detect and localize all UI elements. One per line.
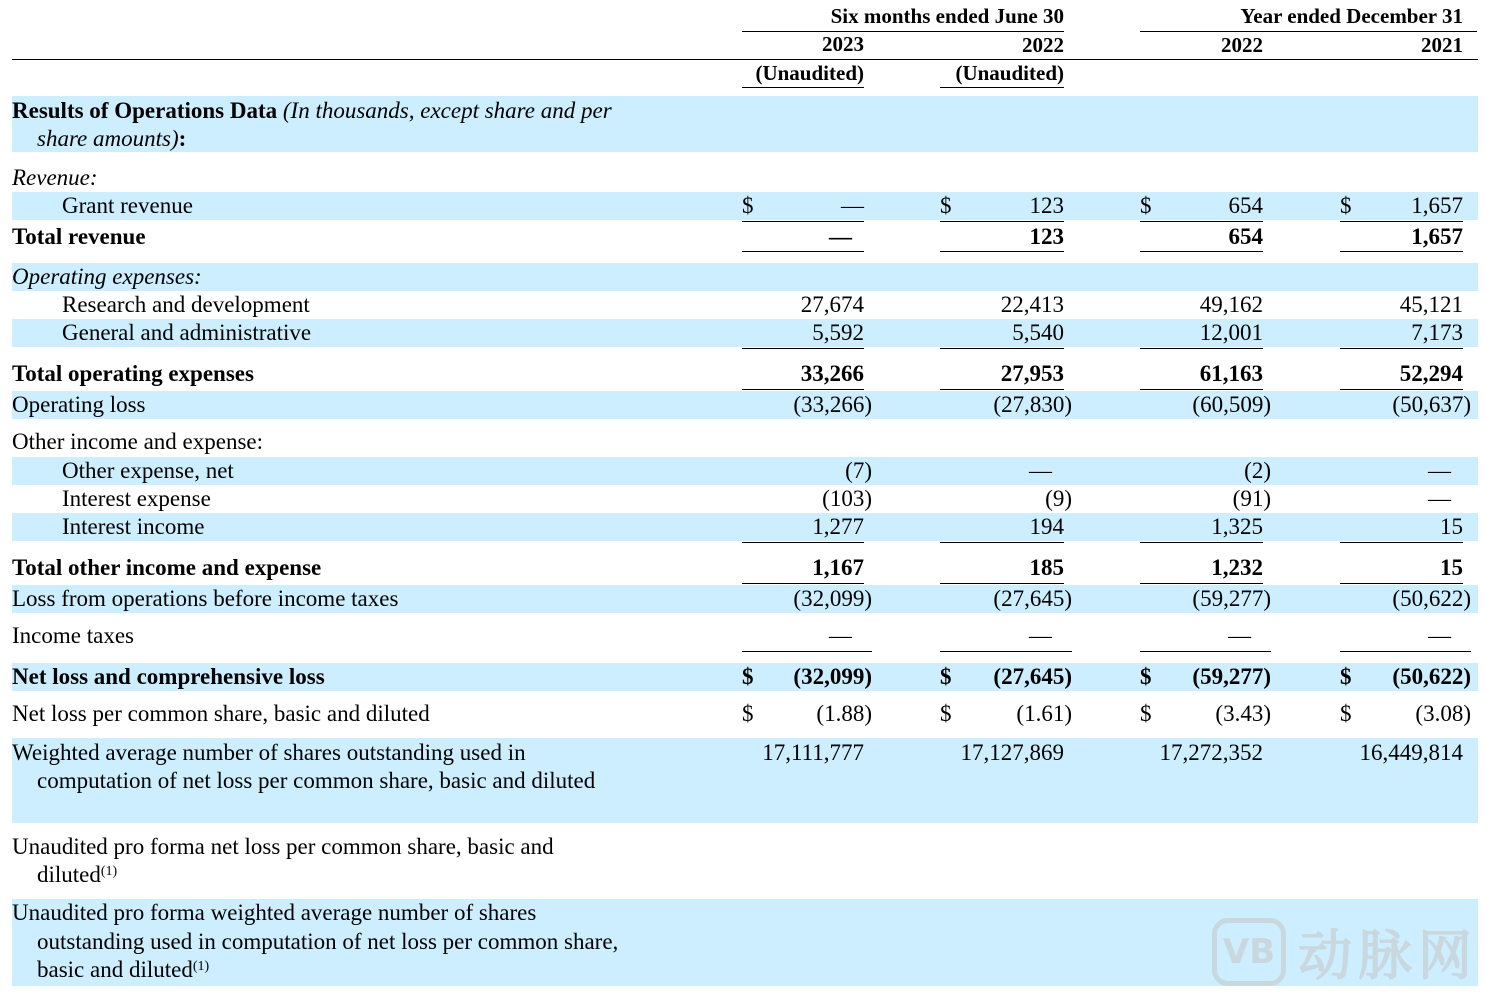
rule-above-total-opex-4 xyxy=(1340,348,1463,349)
loss-before-tax-value-1: (32,099) xyxy=(793,586,872,611)
label-pf-eps-line2-text: diluted xyxy=(37,862,101,887)
label-net-loss: Net loss and comprehensive loss xyxy=(12,664,325,689)
income-taxes-value-1: — xyxy=(829,623,852,648)
operating-loss-value-1: (33,266) xyxy=(793,392,872,417)
gna-value-4: 7,173 xyxy=(1411,320,1463,345)
rule-above-net-loss-1 xyxy=(742,651,872,652)
total-other-value-4: 15 xyxy=(1440,555,1463,580)
income-taxes-value-4: — xyxy=(1428,623,1451,648)
rule-below-total-other-2 xyxy=(940,583,1064,584)
rule-above-total-opex-1 xyxy=(742,348,864,349)
rule-below-total-revenue-3 xyxy=(1140,251,1263,252)
other-expense-value-1: (7) xyxy=(845,458,872,483)
rnd-value-1: 27,674 xyxy=(800,292,864,317)
footnote-ref-1: (1) xyxy=(100,864,118,879)
header-year-4: 2021 xyxy=(1421,33,1463,57)
gna-value-1: 5,592 xyxy=(812,320,864,345)
label-wavg-line2: computation of net loss per common share, basic and diluted xyxy=(37,768,596,793)
total-revenue-value-2: 123 xyxy=(1029,224,1064,249)
grant-revenue-currency-1: $ xyxy=(742,193,754,218)
label-total-revenue: Total revenue xyxy=(12,224,146,249)
header-unaudited-1-rule xyxy=(742,87,864,88)
total-opex-value-2: 27,953 xyxy=(1000,361,1064,386)
rule-below-total-other-4 xyxy=(1340,583,1463,584)
rule-above-total-revenue-4 xyxy=(1340,221,1463,222)
label-rnd: Research and development xyxy=(62,292,310,317)
grant-revenue-value-4: 1,657 xyxy=(1411,193,1463,218)
header-year-3: 2022 xyxy=(1221,33,1263,57)
watermark xyxy=(1212,913,1478,990)
other-expense-value-2: — xyxy=(1029,458,1052,483)
rnd-value-4: 45,121 xyxy=(1399,292,1463,317)
label-pf-wavg-line3 xyxy=(37,956,209,984)
rule-below-total-revenue-4 xyxy=(1340,251,1463,252)
interest-expense-value-1: (103) xyxy=(822,486,872,511)
interest-income-value-1: 1,277 xyxy=(812,514,864,539)
label-income-taxes: Income taxes xyxy=(12,623,134,648)
rule-above-total-revenue-1 xyxy=(742,221,864,222)
label-pf-wavg-line3-text: basic and diluted xyxy=(37,957,193,982)
rnd-value-3: 49,162 xyxy=(1199,292,1263,317)
section-title xyxy=(12,97,612,125)
label-interest-income: Interest income xyxy=(62,514,205,539)
section-title-italic-line2: share amounts) xyxy=(37,126,179,151)
other-expense-value-3: (2) xyxy=(1244,458,1271,483)
rule-below-total-opex-2 xyxy=(940,389,1064,390)
label-eps: Net loss per common share, basic and diluted xyxy=(12,701,430,726)
rule-above-net-loss-2 xyxy=(940,651,1072,652)
income-taxes-value-2: — xyxy=(1029,623,1052,648)
rule-above-total-opex-2 xyxy=(940,348,1064,349)
rule-below-total-revenue-1 xyxy=(742,251,864,252)
operating-loss-value-2: (27,830) xyxy=(993,392,1072,417)
rule-below-total-revenue-2 xyxy=(940,251,1064,252)
rule-above-net-loss-3 xyxy=(1140,651,1271,652)
section-title-colon: : xyxy=(178,126,187,151)
net-loss-currency-2: $ xyxy=(940,664,952,689)
total-other-value-2: 185 xyxy=(1029,555,1064,580)
operating-loss-value-4: (50,637) xyxy=(1392,392,1471,417)
rule-above-total-other-3 xyxy=(1140,542,1263,543)
gna-value-3: 12,001 xyxy=(1199,320,1263,345)
net-loss-currency-4: $ xyxy=(1340,664,1352,689)
watermark-logo-text: VB xyxy=(1222,931,1276,972)
rule-below-total-other-3 xyxy=(1140,583,1263,584)
eps-currency-3: $ xyxy=(1140,701,1152,726)
rule-below-total-opex-4 xyxy=(1340,389,1463,390)
watermark-logo-icon xyxy=(1212,918,1286,986)
rule-above-total-other-2 xyxy=(940,542,1064,543)
section-title-line2 xyxy=(37,125,186,153)
net-loss-value-4: (50,622) xyxy=(1392,664,1471,689)
label-gna: General and administrative xyxy=(62,320,312,345)
wavg-value-4: 16,449,814 xyxy=(1359,740,1463,765)
eps-currency-2: $ xyxy=(940,701,952,726)
interest-expense-value-4: — xyxy=(1428,486,1451,511)
interest-expense-value-2: (9) xyxy=(1045,486,1072,511)
label-pf-wavg-line1: Unaudited pro forma weighted average number of shares xyxy=(12,900,537,925)
band-operating-expenses xyxy=(12,263,1478,291)
label-revenue: Revenue: xyxy=(12,165,98,190)
eps-value-2: (1.61) xyxy=(1016,701,1072,726)
header-unaudited-2: (Unaudited) xyxy=(955,61,1064,85)
grant-revenue-value-3: 654 xyxy=(1228,193,1263,218)
label-operating-expenses: Operating expenses: xyxy=(12,264,202,289)
label-pf-wavg-line2: outstanding used in computation of net loss per common share, xyxy=(37,929,619,954)
rnd-value-2: 22,413 xyxy=(1000,292,1064,317)
header-year-2: 2022 xyxy=(1022,33,1064,57)
grant-revenue-currency-3: $ xyxy=(1140,193,1152,218)
rule-above-total-other-1 xyxy=(742,542,864,543)
gna-value-2: 5,540 xyxy=(1012,320,1064,345)
label-loss-before-tax: Loss from operations before income taxes xyxy=(12,586,399,611)
wavg-value-2: 17,127,869 xyxy=(960,740,1064,765)
label-pf-eps-line2 xyxy=(37,861,117,889)
watermark-text: 动脉网 xyxy=(1298,924,1478,987)
wavg-value-3: 17,272,352 xyxy=(1159,740,1263,765)
interest-income-value-2: 194 xyxy=(1029,514,1064,539)
label-pf-eps-line1: Unaudited pro forma net loss per common share, basic and xyxy=(12,834,554,859)
eps-value-4: (3.08) xyxy=(1415,701,1471,726)
net-loss-value-2: (27,645) xyxy=(993,664,1072,689)
interest-income-value-4: 15 xyxy=(1440,514,1463,539)
rule-above-net-loss-4 xyxy=(1340,651,1471,652)
header-unaudited-2-rule xyxy=(940,87,1064,88)
loss-before-tax-value-2: (27,645) xyxy=(993,586,1072,611)
loss-before-tax-value-3: (59,277) xyxy=(1192,586,1271,611)
rule-above-total-opex-3 xyxy=(1140,348,1263,349)
footnote-ref-2: (1) xyxy=(192,959,210,974)
eps-value-1: (1.88) xyxy=(816,701,872,726)
total-other-value-3: 1,232 xyxy=(1211,555,1263,580)
wavg-value-1: 17,111,777 xyxy=(762,740,864,765)
header-group-year: Year ended December 31 xyxy=(1240,4,1463,28)
section-title-italic-line1: (In thousands, except share and per xyxy=(282,98,612,123)
rule-above-total-other-4 xyxy=(1340,542,1463,543)
total-opex-value-4: 52,294 xyxy=(1399,361,1463,386)
grant-revenue-value-1: — xyxy=(841,193,864,218)
total-opex-value-3: 61,163 xyxy=(1199,361,1263,386)
rule-above-total-revenue-3 xyxy=(1140,221,1263,222)
total-other-value-1: 1,167 xyxy=(812,555,864,580)
label-grant-revenue: Grant revenue xyxy=(62,193,193,218)
rule-below-total-other-1 xyxy=(742,583,864,584)
net-loss-value-1: (32,099) xyxy=(793,664,872,689)
total-revenue-value-1: — xyxy=(829,224,852,249)
rule-below-total-opex-1 xyxy=(742,389,864,390)
eps-currency-4: $ xyxy=(1340,701,1352,726)
income-taxes-value-3: — xyxy=(1228,623,1251,648)
eps-value-3: (3.43) xyxy=(1215,701,1271,726)
label-other-expense: Other expense, net xyxy=(62,458,234,483)
grant-revenue-value-2: 123 xyxy=(1029,193,1064,218)
label-total-opex: Total operating expenses xyxy=(12,361,254,386)
header-unaudited-1: (Unaudited) xyxy=(755,61,864,85)
interest-expense-value-3: (91) xyxy=(1232,486,1271,511)
section-title-bold: Results of Operations Data xyxy=(12,98,278,123)
label-interest-expense: Interest expense xyxy=(62,486,211,511)
grant-revenue-currency-4: $ xyxy=(1340,193,1352,218)
eps-currency-1: $ xyxy=(742,701,754,726)
loss-before-tax-value-4: (50,622) xyxy=(1392,586,1471,611)
label-total-other: Total other income and expense xyxy=(12,555,322,580)
net-loss-value-3: (59,277) xyxy=(1192,664,1271,689)
total-revenue-value-4: 1,657 xyxy=(1411,224,1463,249)
header-group-six-months: Six months ended June 30 xyxy=(830,4,1064,28)
label-wavg-line1: Weighted average number of shares outstanding used in xyxy=(12,740,526,765)
header-year-1: 2023 xyxy=(822,32,864,56)
interest-income-value-3: 1,325 xyxy=(1211,514,1263,539)
operating-loss-value-3: (60,509) xyxy=(1192,392,1271,417)
label-operating-loss: Operating loss xyxy=(12,392,146,417)
grant-revenue-currency-2: $ xyxy=(940,193,952,218)
other-expense-value-4: — xyxy=(1428,458,1451,483)
rule-below-total-opex-3 xyxy=(1140,389,1263,390)
net-loss-currency-3: $ xyxy=(1140,664,1152,689)
total-opex-value-1: 33,266 xyxy=(800,361,864,386)
net-loss-currency-1: $ xyxy=(742,664,754,689)
label-other-income-header: Other income and expense: xyxy=(12,429,263,454)
total-revenue-value-3: 654 xyxy=(1228,224,1263,249)
rule-above-total-revenue-2 xyxy=(940,221,1064,222)
